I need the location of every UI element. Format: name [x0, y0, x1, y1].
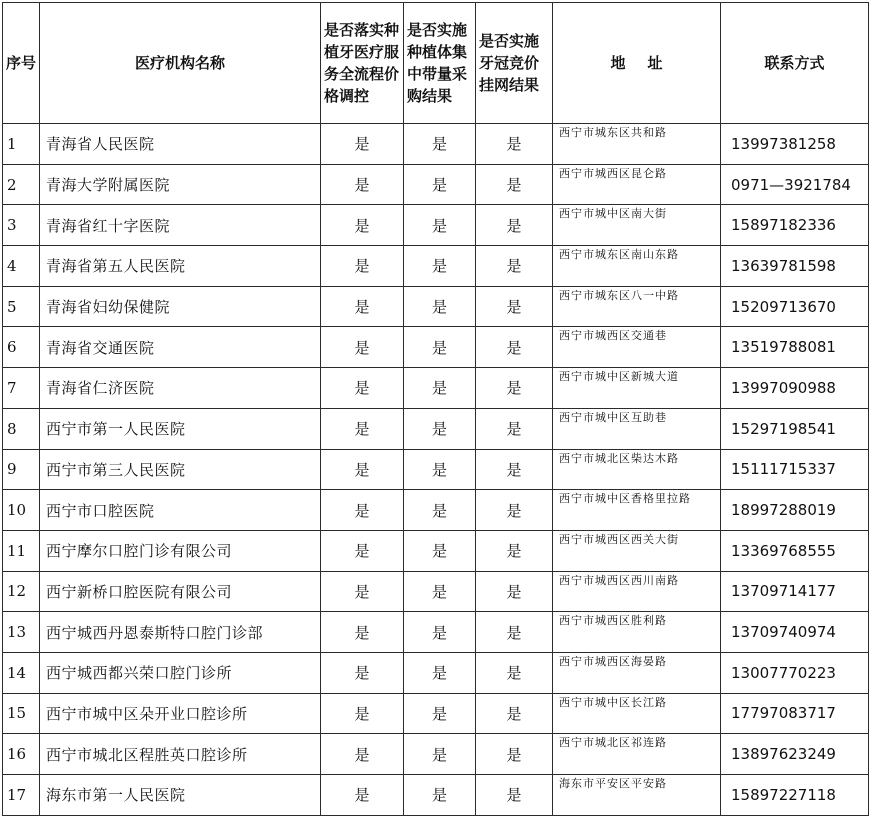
price-control-status: 是	[321, 734, 404, 775]
institution-name: 青海省仁济医院	[40, 368, 321, 409]
row-index: 9	[3, 449, 40, 490]
table-row	[3, 775, 869, 816]
institution-address: 西宁市城西区交通巷	[553, 327, 721, 368]
crown-bidding-status: 是	[476, 124, 553, 165]
institution-address: 西宁市城中区南大街	[553, 205, 721, 246]
institution-name: 青海省人民医院	[40, 124, 321, 165]
institution-address: 西宁市城西区昆仑路	[553, 164, 721, 205]
price-control-status: 是	[321, 571, 404, 612]
institution-name: 青海省红十字医院	[40, 205, 321, 246]
header-name: 医疗机构名称	[40, 3, 321, 124]
row-index: 5	[3, 286, 40, 327]
crown-bidding-status: 是	[476, 368, 553, 409]
implant-procurement-status: 是	[404, 571, 476, 612]
price-control-status: 是	[321, 490, 404, 531]
institution-address: 西宁市城西区胜利路	[553, 612, 721, 653]
institution-name: 青海省第五人民医院	[40, 246, 321, 287]
contact-phone: 15897227118	[721, 775, 869, 816]
implant-procurement-status: 是	[404, 408, 476, 449]
row-index: 14	[3, 652, 40, 693]
institution-name: 西宁市城中区朵开业口腔诊所	[40, 693, 321, 734]
table-row	[3, 286, 869, 327]
row-index: 12	[3, 571, 40, 612]
implant-procurement-status: 是	[404, 530, 476, 571]
institution-name: 西宁市第三人民医院	[40, 449, 321, 490]
institution-address: 西宁市城西区海晏路	[553, 652, 721, 693]
crown-bidding-status: 是	[476, 571, 553, 612]
institution-name: 西宁城西都兴荣口腔门诊所	[40, 652, 321, 693]
institution-name: 西宁新桥口腔医院有限公司	[40, 571, 321, 612]
row-index: 7	[3, 368, 40, 409]
contact-phone: 13369768555	[721, 530, 869, 571]
row-index: 8	[3, 408, 40, 449]
header-crown-bidding: 是否实施牙冠竞价挂网结果	[476, 3, 553, 124]
crown-bidding-status: 是	[476, 612, 553, 653]
crown-bidding-status: 是	[476, 530, 553, 571]
row-index: 17	[3, 775, 40, 816]
crown-bidding-status: 是	[476, 408, 553, 449]
price-control-status: 是	[321, 368, 404, 409]
table-row	[3, 327, 869, 368]
implant-procurement-status: 是	[404, 205, 476, 246]
implant-procurement-status: 是	[404, 612, 476, 653]
price-control-status: 是	[321, 124, 404, 165]
table-row	[3, 734, 869, 775]
contact-phone: 0971—3921784	[721, 164, 869, 205]
contact-phone: 17797083717	[721, 693, 869, 734]
row-index: 1	[3, 124, 40, 165]
table-row	[3, 164, 869, 205]
institution-address: 西宁市城中区互助巷	[553, 408, 721, 449]
institution-name: 西宁摩尔口腔门诊有限公司	[40, 530, 321, 571]
contact-phone: 13997381258	[721, 124, 869, 165]
price-control-status: 是	[321, 164, 404, 205]
crown-bidding-status: 是	[476, 327, 553, 368]
crown-bidding-status: 是	[476, 693, 553, 734]
price-control-status: 是	[321, 327, 404, 368]
institution-address: 西宁市城北区柴达木路	[553, 449, 721, 490]
row-index: 16	[3, 734, 40, 775]
row-index: 4	[3, 246, 40, 287]
implant-procurement-status: 是	[404, 286, 476, 327]
contact-phone: 13709714177	[721, 571, 869, 612]
header-implant-procurement: 是否实施种植体集中带量采购结果	[404, 3, 476, 124]
institution-name: 青海省交通医院	[40, 327, 321, 368]
price-control-status: 是	[321, 775, 404, 816]
table-row	[3, 612, 869, 653]
price-control-status: 是	[321, 449, 404, 490]
implant-procurement-status: 是	[404, 652, 476, 693]
table-row	[3, 490, 869, 531]
contact-phone: 13897623249	[721, 734, 869, 775]
price-control-status: 是	[321, 612, 404, 653]
table-row	[3, 652, 869, 693]
contact-phone: 15297198541	[721, 408, 869, 449]
institution-name: 西宁市城北区程胜英口腔诊所	[40, 734, 321, 775]
institution-address: 西宁市城中区长江路	[553, 693, 721, 734]
institution-address: 西宁市城中区新城大道	[553, 368, 721, 409]
table-row	[3, 449, 869, 490]
institution-table	[2, 2, 869, 816]
institution-name: 西宁市口腔医院	[40, 490, 321, 531]
row-index: 13	[3, 612, 40, 653]
implant-procurement-status: 是	[404, 490, 476, 531]
contact-phone: 15209713670	[721, 286, 869, 327]
crown-bidding-status: 是	[476, 205, 553, 246]
row-index: 2	[3, 164, 40, 205]
header-address: 地址	[553, 3, 721, 124]
institution-address: 海东市平安区平安路	[553, 775, 721, 816]
contact-phone: 15897182336	[721, 205, 869, 246]
contact-phone: 15111715337	[721, 449, 869, 490]
institution-name: 青海省妇幼保健院	[40, 286, 321, 327]
row-index: 6	[3, 327, 40, 368]
implant-procurement-status: 是	[404, 164, 476, 205]
contact-phone: 13997090988	[721, 368, 869, 409]
crown-bidding-status: 是	[476, 490, 553, 531]
institution-name: 海东市第一人民医院	[40, 775, 321, 816]
contact-phone: 18997288019	[721, 490, 869, 531]
header-price-control: 是否落实种植牙医疗服务全流程价格调控	[321, 3, 404, 124]
price-control-status: 是	[321, 530, 404, 571]
table-row	[3, 408, 869, 449]
crown-bidding-status: 是	[476, 734, 553, 775]
row-index: 3	[3, 205, 40, 246]
row-index: 15	[3, 693, 40, 734]
institution-name: 西宁城西丹恩泰斯特口腔门诊部	[40, 612, 321, 653]
institution-name: 青海大学附属医院	[40, 164, 321, 205]
table-row	[3, 205, 869, 246]
table-row	[3, 571, 869, 612]
table-row	[3, 693, 869, 734]
row-index: 11	[3, 530, 40, 571]
price-control-status: 是	[321, 408, 404, 449]
institution-address: 西宁市城北区祁连路	[553, 734, 721, 775]
crown-bidding-status: 是	[476, 652, 553, 693]
contact-phone: 13639781598	[721, 246, 869, 287]
header-row	[3, 3, 869, 124]
implant-procurement-status: 是	[404, 734, 476, 775]
price-control-status: 是	[321, 286, 404, 327]
implant-procurement-status: 是	[404, 775, 476, 816]
institution-address: 西宁市城西区西川南路	[553, 571, 721, 612]
crown-bidding-status: 是	[476, 449, 553, 490]
implant-procurement-status: 是	[404, 327, 476, 368]
header-index: 序号	[3, 3, 40, 124]
table-row	[3, 124, 869, 165]
implant-procurement-status: 是	[404, 124, 476, 165]
implant-procurement-status: 是	[404, 246, 476, 287]
price-control-status: 是	[321, 693, 404, 734]
crown-bidding-status: 是	[476, 286, 553, 327]
crown-bidding-status: 是	[476, 775, 553, 816]
crown-bidding-status: 是	[476, 164, 553, 205]
implant-procurement-status: 是	[404, 449, 476, 490]
table-body	[3, 124, 869, 816]
price-control-status: 是	[321, 246, 404, 287]
table-row	[3, 368, 869, 409]
table-row	[3, 246, 869, 287]
institution-address: 西宁市城中区香格里拉路	[553, 490, 721, 531]
table-row	[3, 530, 869, 571]
implant-procurement-status: 是	[404, 368, 476, 409]
institution-table-sheet	[2, 2, 869, 816]
price-control-status: 是	[321, 205, 404, 246]
contact-phone: 13709740974	[721, 612, 869, 653]
institution-address: 西宁市城东区八一中路	[553, 286, 721, 327]
institution-address: 西宁市城东区南山东路	[553, 246, 721, 287]
header-contact: 联系方式	[721, 3, 869, 124]
crown-bidding-status: 是	[476, 246, 553, 287]
implant-procurement-status: 是	[404, 693, 476, 734]
price-control-status: 是	[321, 652, 404, 693]
contact-phone: 13007770223	[721, 652, 869, 693]
institution-address: 西宁市城东区共和路	[553, 124, 721, 165]
row-index: 10	[3, 490, 40, 531]
institution-address: 西宁市城西区西关大街	[553, 530, 721, 571]
institution-name: 西宁市第一人民医院	[40, 408, 321, 449]
contact-phone: 13519788081	[721, 327, 869, 368]
